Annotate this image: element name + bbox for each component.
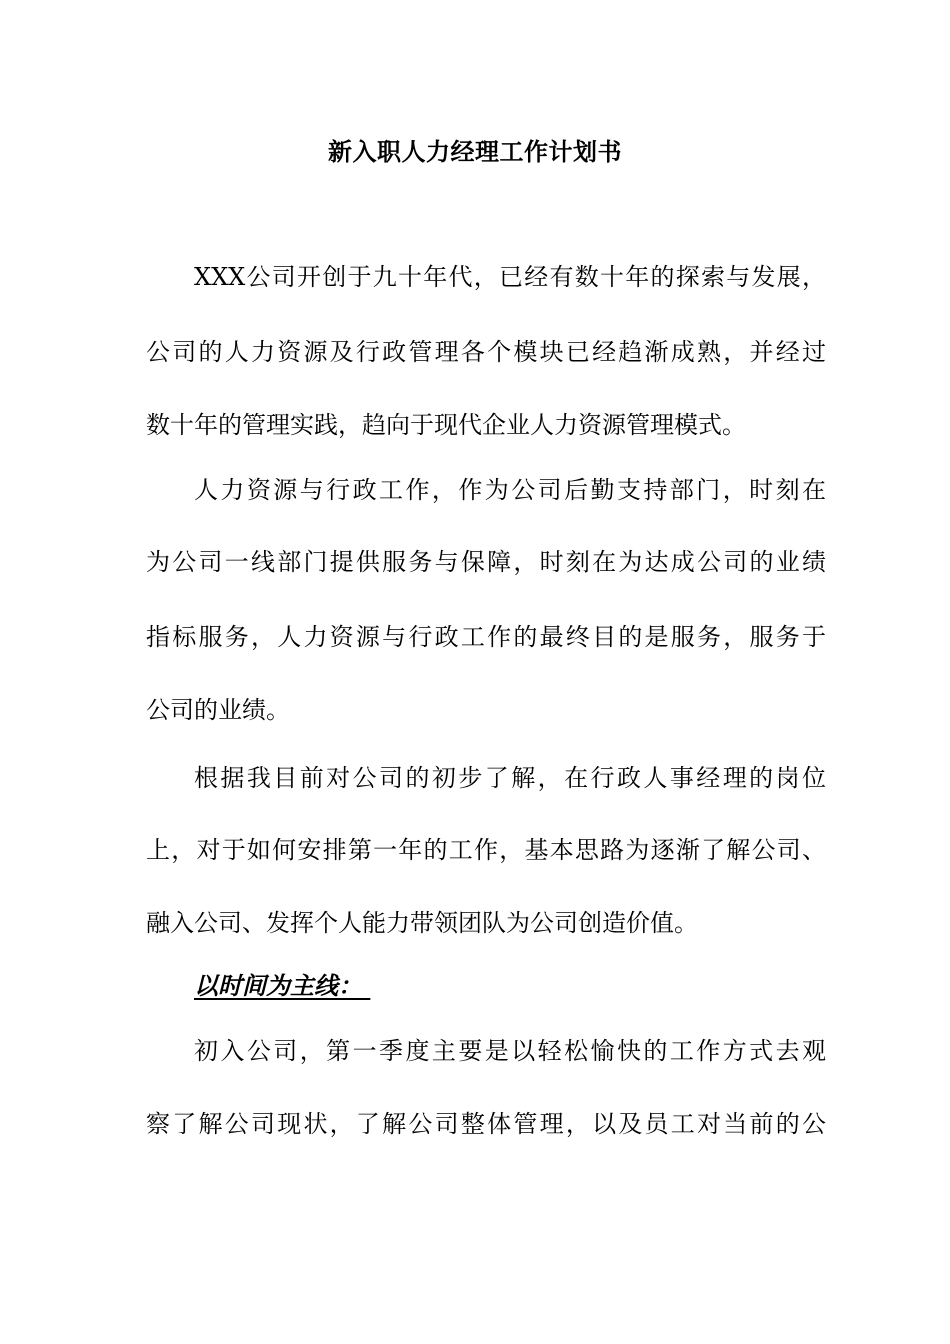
paragraph-line: 公司的人力资源及行政管理各个模块已经趋渐成熟，并经过 bbox=[146, 338, 826, 366]
paragraph-line: 察了解公司现状，了解公司整体管理，以及员工对当前的公 bbox=[146, 1110, 826, 1138]
paragraph-line: 人力资源与行政工作，作为公司后勤支持部门，时刻在 bbox=[194, 476, 826, 504]
paragraph-line: 数十年的管理实践，趋向于现代企业人力资源管理模式。 bbox=[146, 411, 746, 439]
paragraph-line: 根据我目前对公司的初步了解，在行政人事经理的岗位 bbox=[194, 764, 826, 792]
paragraph-line: 为公司一线部门提供服务与保障，时刻在为达成公司的业绩 bbox=[146, 548, 826, 576]
document-title: 新入职人力经理工作计划书 bbox=[328, 137, 622, 166]
paragraph-line: 指标服务，人力资源与行政工作的最终目的是服务，服务于 bbox=[146, 623, 826, 651]
paragraph-line: 上，对于如何安排第一年的工作，基本思路为逐渐了解公司、 bbox=[146, 836, 826, 864]
section-subheading: 以时间为主线： bbox=[194, 971, 371, 1000]
paragraph-line: 公司的业绩。 bbox=[146, 696, 290, 724]
paragraph-line: XXX公司开创于九十年代，已经有数十年的探索与发展， bbox=[194, 263, 826, 291]
paragraph-line: 融入公司、发挥个人能力带领团队为公司创造价值。 bbox=[146, 909, 698, 937]
paragraph-line: 初入公司，第一季度主要是以轻松愉快的工作方式去观 bbox=[194, 1037, 826, 1065]
